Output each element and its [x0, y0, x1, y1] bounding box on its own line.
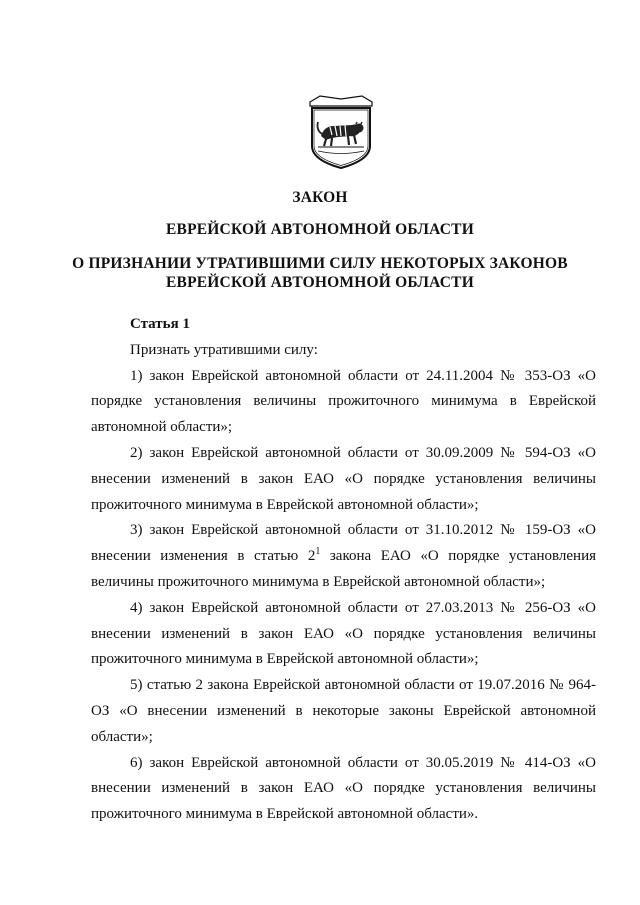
law-subject-line-2: ЕВРЕЙСКОЙ АВТОНОМНОЙ ОБЛАСТИ	[166, 274, 474, 291]
region-heading: ЕВРЕЙСКОЙ АВТОНОМНОЙ ОБЛАСТИ	[166, 221, 474, 238]
article-lead-text: Признать утратившими силу:	[130, 341, 318, 358]
superscript-index: 1	[315, 546, 321, 558]
list-item: 4) закон Еврейской автономной области от 27.03.2013 № 256-ОЗ «О внесении изменений в закон ЕАО «О порядке установления величины прожиточного минимума в Еврейской автономной области»;	[91, 599, 596, 668]
list-item: 5) статью 2 закона Еврейской автономной области от 19.07.2016 № 964-ОЗ «О внесении изменений в некоторые законы Еврейской автономной области»;	[91, 677, 596, 745]
list-item-text: закона ЕАО «О порядке установления величины прожиточного минимума в Еврейской автономной области»;	[91, 548, 596, 590]
document-body	[91, 312, 596, 828]
list-item: 1) закон Еврейской автономной области от 24.11.2004 № 353-ОЗ «О порядке установления величины прожиточного минимума в Еврейской автономной области»;	[91, 367, 596, 436]
document-type-heading: ЗАКОН	[292, 189, 348, 206]
list-item-text: 3) закон Еврейской автономной области от 31.10.2012 № 159-ОЗ «О внесении изменения в статью 2	[91, 522, 596, 565]
list-item	[91, 518, 596, 595]
law-subject-heading	[40, 254, 600, 292]
list-item: 6) закон Еврейской автономной области от 30.05.2019 № 414-ОЗ «О внесении изменений в закон ЕАО «О порядке установления величины прожиточного минимума в Еврейской автономной области».	[91, 754, 596, 823]
list-item: 2) закон Еврейской автономной области от 30.09.2009 № 594-ОЗ «О внесении изменений в закон ЕАО «О порядке установления величины прожиточного минимума в Еврейской автономной области»;	[91, 444, 596, 513]
law-subject-line-1: О ПРИЗНАНИИ УТРАТИВШИМИ СИЛУ НЕКОТОРЫХ ЗАКОНОВ	[72, 255, 568, 272]
article-heading: Статья 1	[130, 316, 190, 332]
coat-of-arms-tiger-icon	[304, 94, 378, 170]
